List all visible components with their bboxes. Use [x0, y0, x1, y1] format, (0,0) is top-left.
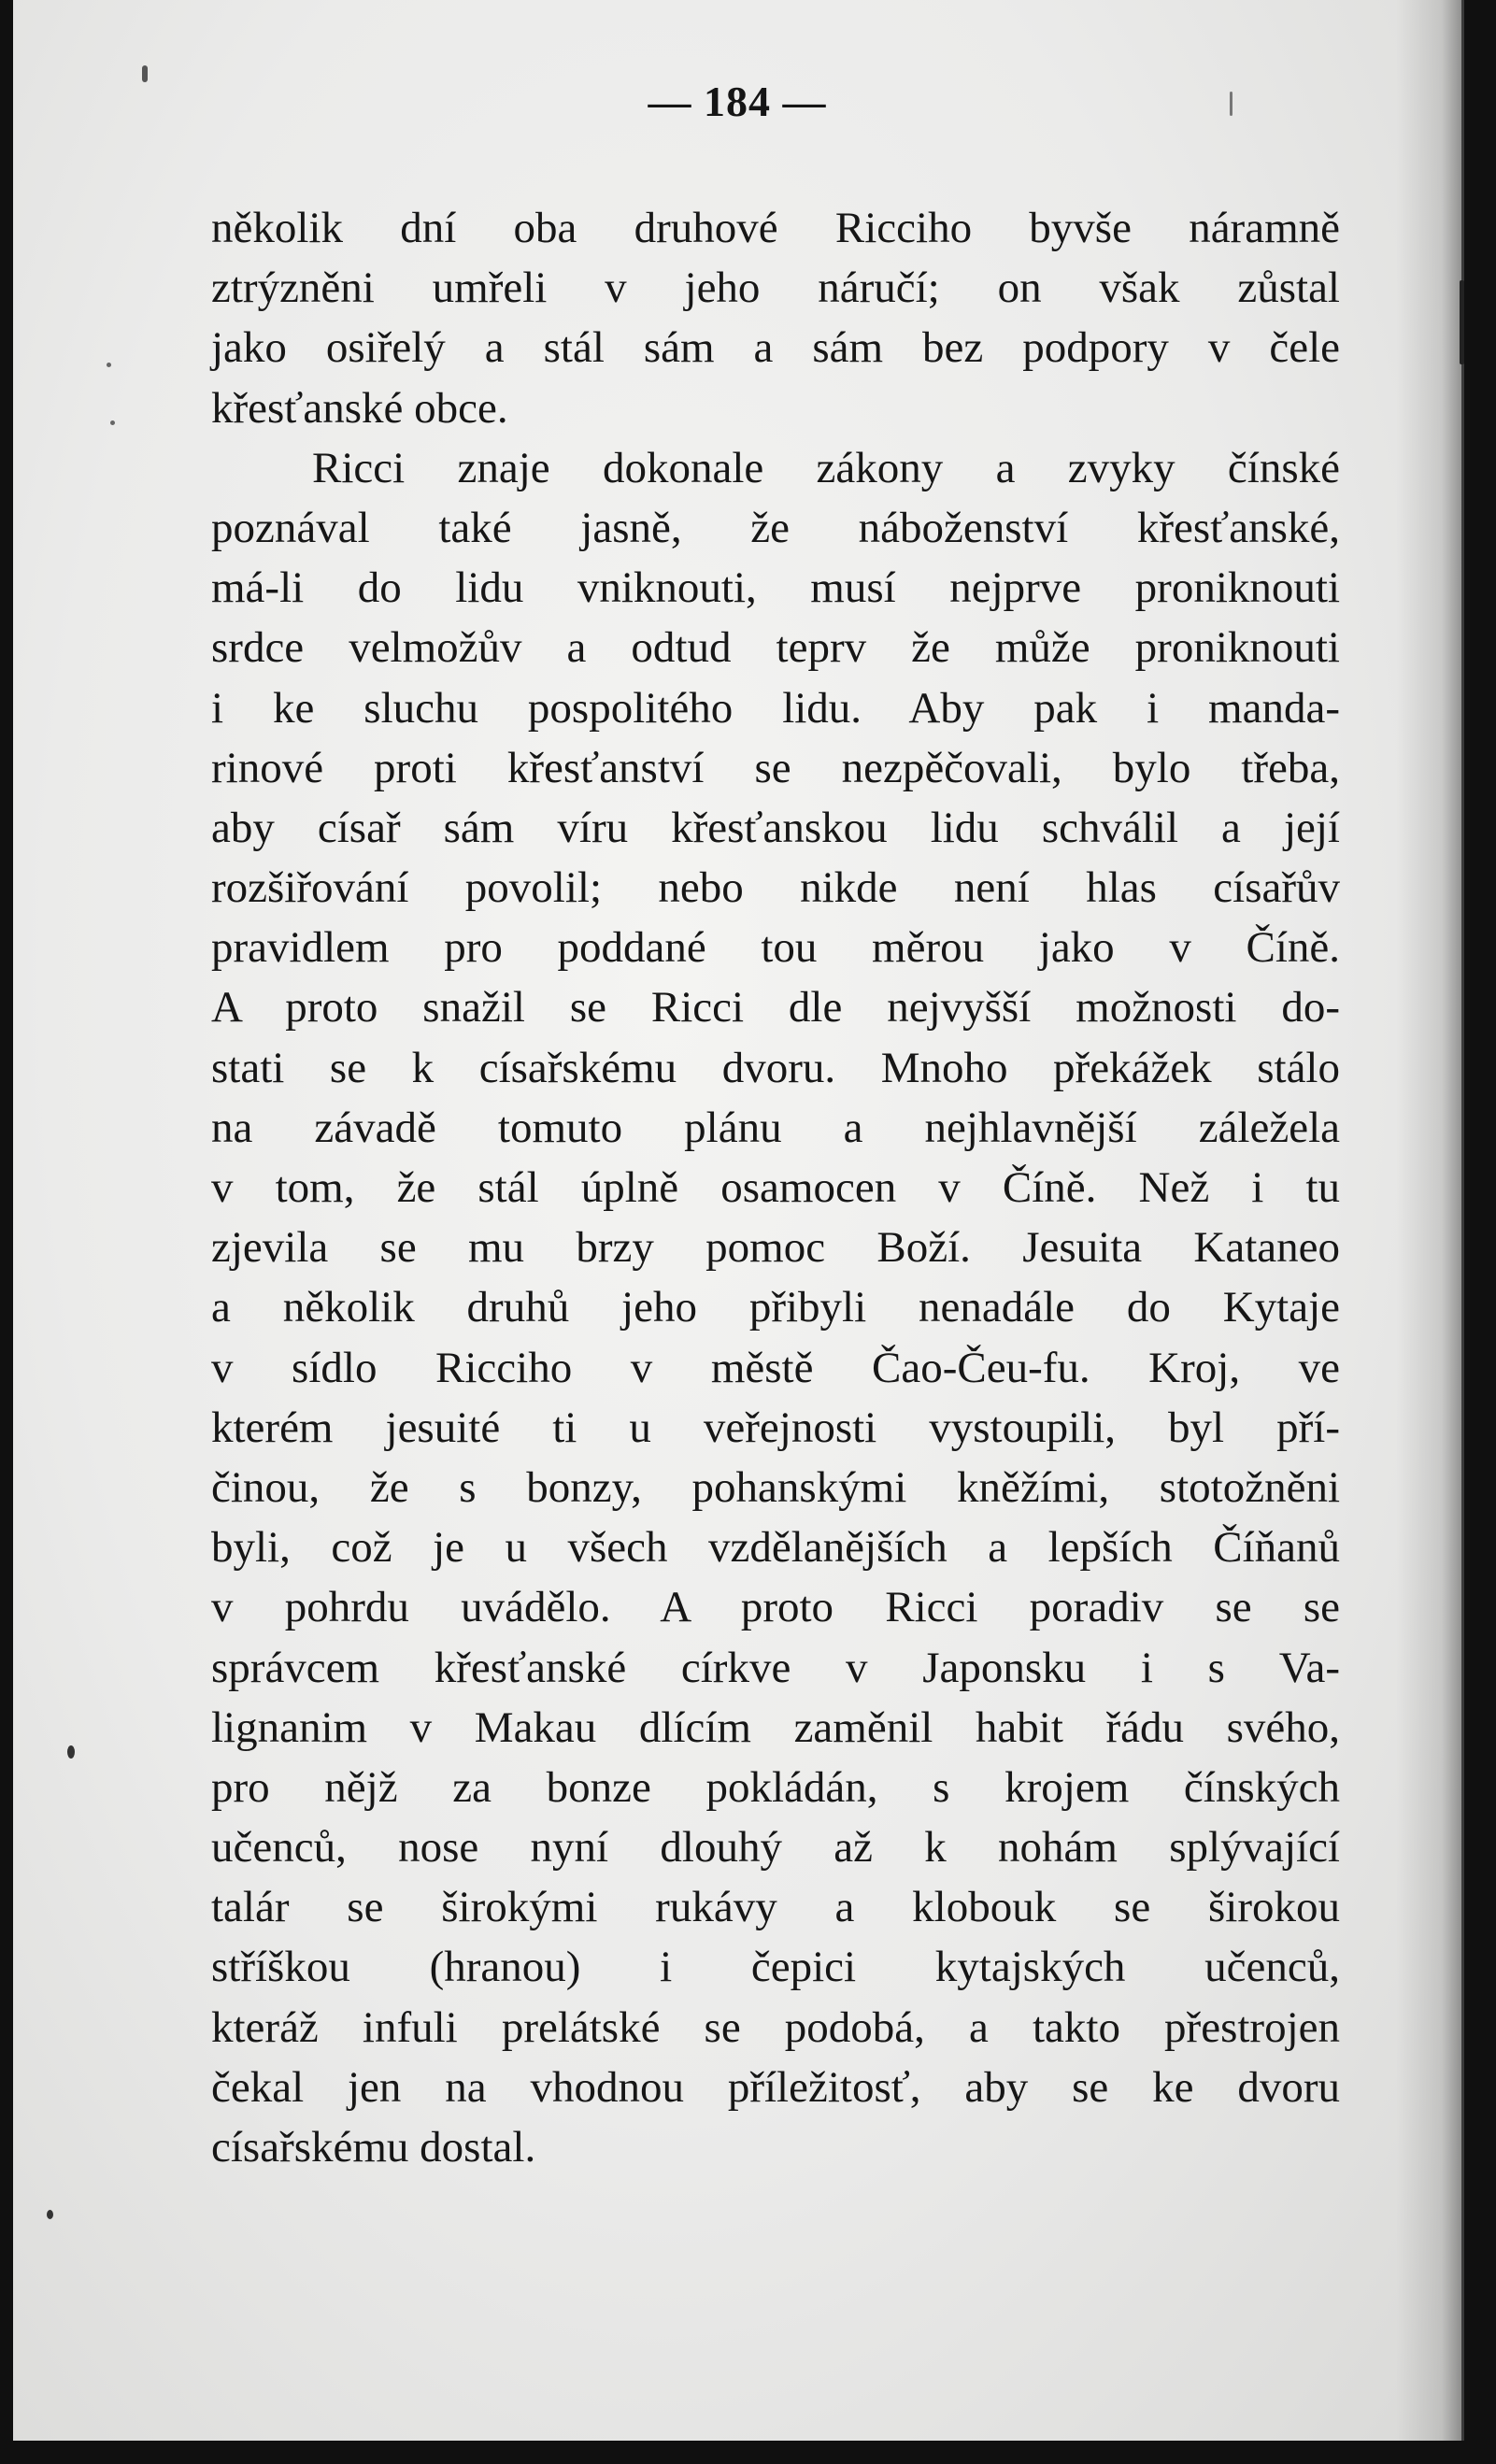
- text-line: aby císař sám víru křesťanskou lidu schválil a její: [211, 803, 1340, 852]
- text-line: učenců, nose nyní dlouhý až k nohám splývající: [211, 1823, 1340, 1873]
- text-line: čekal jen na vhodnou příležitosť, aby se ke dvoru: [211, 2062, 1340, 2112]
- ink-speck: [67, 1745, 75, 1759]
- text-line: Ricci znaje dokonale zákony a zvyky čínské: [312, 443, 1340, 492]
- text-line: zjevila se mu brzy pomoc Boží. Jesuita Kataneo: [211, 1223, 1340, 1273]
- text-line: poznával také jasně, že náboženství křesťanské,: [211, 503, 1340, 552]
- page-edge-shadow: [1396, 0, 1461, 2441]
- ink-speck: [1230, 92, 1232, 116]
- book-page: [13, 0, 1464, 2441]
- text-line: pravidlem pro poddané tou měrou jako v Číně.: [211, 923, 1340, 973]
- body-text: [211, 198, 1340, 2177]
- text-line: lignanim v Makau dlícím zaměnil habit řádu svého,: [211, 1702, 1340, 1752]
- text-line: pro nějž za bonze pokládán, s krojem čínských: [211, 1762, 1340, 1812]
- text-line: stříškou (hranou) i čepici kytajských učenců,: [211, 1943, 1340, 1992]
- text-line: ztrýzněni umřeli v jeho náručí; on však zůstal: [211, 263, 1340, 313]
- text-line: talár se širokými rukávy a klobouk se širokou: [211, 1883, 1340, 1932]
- text-line: správcem křesťanské církve v Japonsku i s Va-: [211, 1643, 1340, 1692]
- text-line: i ke sluchu pospolitého lidu. Aby pak i manda-: [211, 683, 1340, 733]
- text-line: na závadě tomuto plánu a nejhlavnější záležela: [211, 1103, 1340, 1152]
- text-line: kterém jesuité ti u veřejnosti vystoupili, byl pří-: [211, 1403, 1340, 1452]
- ink-speck: [47, 2210, 53, 2219]
- text-line: císařskému dostal.: [211, 2123, 536, 2172]
- ink-speck: [107, 363, 111, 367]
- text-line: rozšiřování povolil; nebo nikde není hlas císařův: [211, 863, 1340, 913]
- text-line: A proto snažil se Ricci dle nejvyšší možnosti do-: [211, 983, 1340, 1033]
- text-line: má-li do lidu vniknouti, musí nejprve proniknouti: [211, 563, 1340, 613]
- text-line: srdce velmožův a odtud teprv že může proniknouti: [211, 623, 1340, 673]
- text-line: rinové proti křesťanství se nezpěčovali, bylo třeba,: [211, 743, 1340, 792]
- page-number: — 184 —: [648, 78, 827, 125]
- text-line: v sídlo Ricciho v městě Čao-Čeu-fu. Kroj, ve: [211, 1343, 1340, 1392]
- text-line: křesťanské obce.: [211, 383, 508, 433]
- text-line: v pohrdu uvádělo. A proto Ricci poradiv se se: [211, 1583, 1340, 1632]
- text-line: kteráž infuli prelátské se podobá, a takto přestrojen: [211, 2002, 1340, 2052]
- text-line: byli, což je u všech vzdělanějších a lepších Číňanů: [211, 1523, 1340, 1573]
- ink-speck: [1460, 280, 1464, 364]
- ink-speck: [110, 420, 115, 425]
- ink-speck: [142, 65, 148, 82]
- text-line: jako osiřelý a stál sám a sám bez podpory v čele: [211, 323, 1340, 373]
- text-line: několik dní oba druhové Ricciho byvše náramně: [211, 204, 1340, 252]
- text-line: činou, že s bonzy, pohanskými kněžími, stotožněni: [211, 1462, 1340, 1512]
- text-line: a několik druhů jeho přibyli nenadále do Kytaje: [211, 1283, 1340, 1332]
- text-line: v tom, že stál úplně osamocen v Číně. Než i tu: [211, 1163, 1340, 1212]
- text-line: stati se k císařskému dvoru. Mnoho překážek stálo: [211, 1043, 1340, 1092]
